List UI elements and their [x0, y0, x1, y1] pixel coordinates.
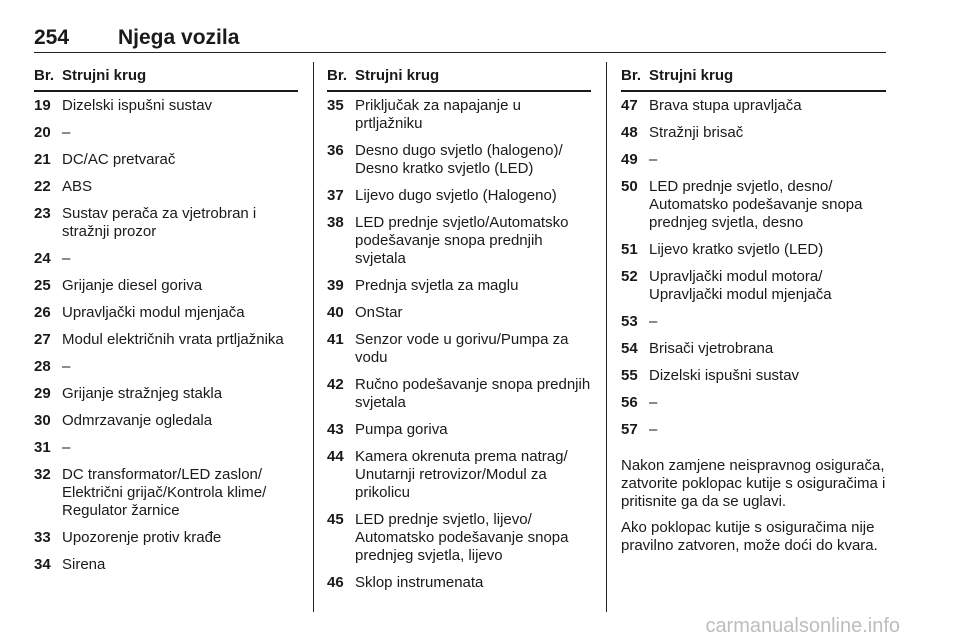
table-row: [327, 304, 591, 322]
circuit-description: Upravljački modul mjenjača: [62, 304, 245, 321]
header-number: Br.: [621, 67, 642, 84]
circuit-description: ABS: [62, 178, 93, 195]
table-row: [34, 124, 298, 142]
note-paragraph: Nakon zamjene neispravnog osigurača, zatvorite poklopac kutije s osiguračima i pritisnite ga da se uglavi.: [621, 457, 886, 510]
table-row: [327, 448, 591, 502]
circuit-description: Sustav perača za vjetrobran i stražnji prozor: [62, 205, 257, 240]
table-row: [621, 268, 886, 304]
circuit-description: DC/AC pretvarač: [62, 151, 176, 168]
fuse-number: 38: [327, 214, 344, 231]
circuit-description: Brava stupa upravljača: [649, 97, 802, 114]
table-row: [34, 178, 298, 196]
table-rows: [34, 97, 298, 574]
fuse-number: 45: [327, 511, 344, 528]
table-header: [621, 62, 886, 92]
fuse-number: 25: [34, 277, 51, 294]
fuse-number: 37: [327, 187, 344, 204]
table-row: [327, 277, 591, 295]
table-row: [34, 529, 298, 547]
fuse-table-column-2: [327, 62, 591, 612]
fuse-table-column-1: [34, 62, 298, 612]
circuit-description: Upravljački modul motora/ Upravljački modul mjenjača: [649, 268, 832, 303]
fuse-number: 35: [327, 97, 344, 114]
circuit-description: –: [649, 421, 658, 438]
header-circuit: Strujni krug: [649, 67, 734, 84]
circuit-description: Upozorenje protiv krađe: [62, 529, 222, 546]
fuse-number: 21: [34, 151, 51, 168]
circuit-description: Priključak za napajanje u prtljažniku: [355, 97, 521, 132]
table-row: [621, 151, 886, 169]
circuit-description: Lijevo dugo svjetlo (Halogeno): [355, 187, 557, 204]
fuse-number: 22: [34, 178, 51, 195]
table-row: [327, 97, 591, 133]
table-header: [34, 62, 298, 92]
circuit-description: Ručno podešavanje snopa prednjih svjetala: [355, 376, 591, 411]
circuit-description: Grijanje diesel goriva: [62, 277, 203, 294]
fuse-number: 31: [34, 439, 51, 456]
table-row: [327, 376, 591, 412]
page-number: 254: [34, 26, 70, 49]
fuse-number: 44: [327, 448, 344, 465]
page-header: [34, 26, 886, 53]
fuse-number: 47: [621, 97, 638, 114]
fuse-number: 51: [621, 241, 638, 258]
circuit-description: Lijevo kratko svjetlo (LED): [649, 241, 824, 258]
fuse-number: 39: [327, 277, 344, 294]
table-row: [621, 394, 886, 412]
fuse-number: 42: [327, 376, 344, 393]
fuse-number: 57: [621, 421, 638, 438]
fuse-number: 54: [621, 340, 638, 357]
circuit-description: Pumpa goriva: [355, 421, 448, 438]
table-row: [34, 412, 298, 430]
circuit-description: Senzor vode u gorivu/Pumpa za vodu: [355, 331, 569, 366]
circuit-description: Brisači vjetrobrana: [649, 340, 774, 357]
table-row: [327, 331, 591, 367]
column-divider: [313, 62, 314, 612]
circuit-description: Dizelski ispušni sustav: [649, 367, 800, 384]
circuit-description: –: [649, 151, 658, 168]
circuit-description: Kamera okrenuta prema natrag/ Unutarnji retrovizor/Modul za prikolicu: [355, 448, 568, 501]
table-row: [327, 574, 591, 592]
circuit-description: –: [649, 394, 658, 411]
header-circuit: Strujni krug: [355, 67, 440, 84]
table-row: [34, 385, 298, 403]
table-header: [327, 62, 591, 92]
table-row: [34, 304, 298, 322]
circuit-description: –: [62, 124, 71, 141]
circuit-description: Prednja svjetla za maglu: [355, 277, 519, 294]
notes-block: [621, 457, 886, 555]
circuit-description: –: [649, 313, 658, 330]
circuit-description: Sklop instrumenata: [355, 574, 484, 591]
circuit-description: Dizelski ispušni sustav: [62, 97, 213, 114]
fuse-number: 24: [34, 250, 51, 267]
circuit-description: LED prednje svjetlo/Automatsko podešavanje snopa prednjih svjetala: [355, 214, 569, 267]
table-row: [34, 97, 298, 115]
table-row: [327, 511, 591, 565]
fuse-table-column-3: [621, 62, 886, 612]
fuse-number: 34: [34, 556, 51, 573]
fuse-number: 27: [34, 331, 51, 348]
table-row: [34, 331, 298, 349]
fuse-number: 53: [621, 313, 638, 330]
fuse-number: 43: [327, 421, 344, 438]
table-row: [621, 313, 886, 331]
note-paragraph: Ako poklopac kutije s osiguračima nije pravilno zatvoren, može doći do kvara.: [621, 519, 878, 554]
header-number: Br.: [327, 67, 348, 84]
table-row: [34, 358, 298, 376]
fuse-number: 29: [34, 385, 51, 402]
table-row: [621, 421, 886, 439]
column-divider: [606, 62, 607, 612]
table-row: [327, 142, 591, 178]
table-row: [34, 205, 298, 241]
fuse-number: 19: [34, 97, 51, 114]
fuse-number: 40: [327, 304, 344, 321]
fuse-number: 50: [621, 178, 638, 195]
circuit-description: Sirena: [62, 556, 106, 573]
table-row: [34, 277, 298, 295]
table-row: [327, 214, 591, 268]
fuse-number: 56: [621, 394, 638, 411]
table-rows: [621, 97, 886, 439]
table-row: [621, 97, 886, 115]
fuse-number: 36: [327, 142, 344, 159]
table-row: [34, 151, 298, 169]
circuit-description: Desno dugo svjetlo (halogeno)/ Desno kratko svjetlo (LED): [355, 142, 563, 177]
circuit-description: Stražnji brisač: [649, 124, 744, 141]
circuit-description: DC transformator/LED zaslon/ Električni grijač/Kontrola klime/ Regulator žarnice: [62, 466, 267, 519]
circuit-description: Grijanje stražnjeg stakla: [62, 385, 223, 402]
fuse-number: 20: [34, 124, 51, 141]
table-row: [327, 187, 591, 205]
circuit-description: LED prednje svjetlo, desno/ Automatsko podešavanje snopa prednjeg svjetla, desno: [649, 178, 863, 231]
fuse-number: 23: [34, 205, 51, 222]
table-row: [621, 340, 886, 358]
circuit-description: Odmrzavanje ogledala: [62, 412, 213, 429]
circuit-description: –: [62, 439, 71, 456]
table-row: [34, 250, 298, 268]
header-number: Br.: [34, 67, 55, 84]
header-circuit: Strujni krug: [62, 67, 147, 84]
fuse-number: 26: [34, 304, 51, 321]
fuse-number: 30: [34, 412, 51, 429]
circuit-description: LED prednje svjetlo, lijevo/ Automatsko podešavanje snopa prednjeg svjetla, lijevo: [355, 511, 569, 564]
fuse-number: 33: [34, 529, 51, 546]
chapter-title: Njega vozila: [118, 26, 240, 49]
table-row: [621, 367, 886, 385]
table-row: [621, 178, 886, 232]
table-rows: [327, 97, 591, 592]
table-row: [621, 241, 886, 259]
fuse-number: 49: [621, 151, 638, 168]
fuse-number: 55: [621, 367, 638, 384]
table-row: [327, 421, 591, 439]
fuse-number: 41: [327, 331, 344, 348]
fuse-number: 48: [621, 124, 638, 141]
circuit-description: OnStar: [355, 304, 403, 321]
circuit-description: –: [62, 250, 71, 267]
circuit-description: –: [62, 358, 71, 375]
table-row: [34, 466, 298, 520]
table-row: [34, 439, 298, 457]
table-row: [621, 124, 886, 142]
watermark: carmanualsonline.info: [705, 615, 900, 637]
fuse-number: 46: [327, 574, 344, 591]
circuit-description: Modul električnih vrata prtljažnika: [62, 331, 284, 348]
table-row: [34, 556, 298, 574]
fuse-number: 32: [34, 466, 51, 483]
fuse-number: 52: [621, 268, 638, 285]
fuse-number: 28: [34, 358, 51, 375]
